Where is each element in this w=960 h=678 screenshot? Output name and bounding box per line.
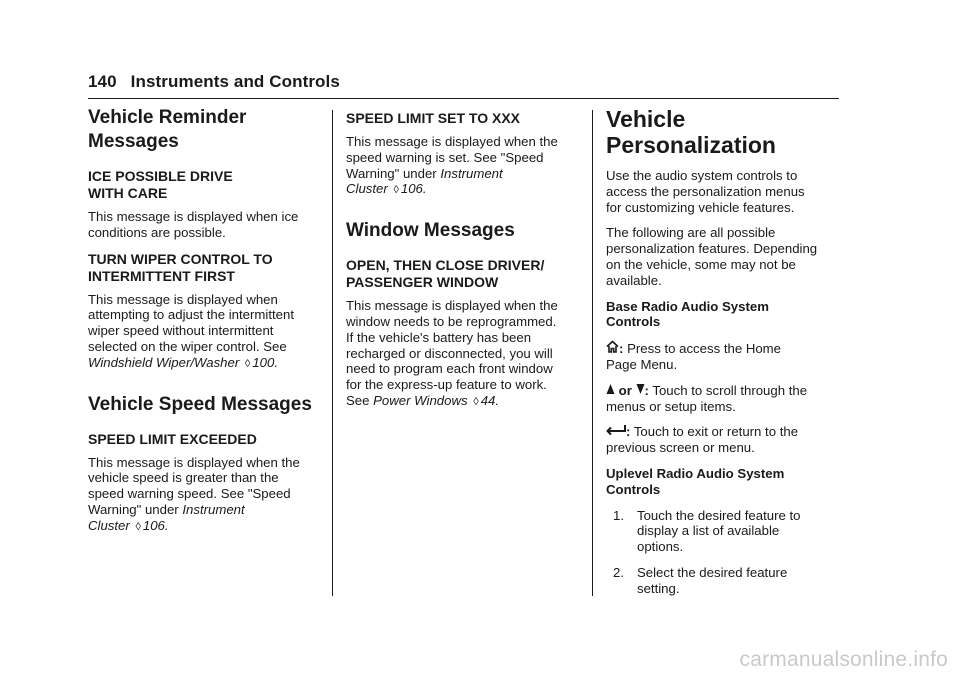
body-line: speed warning is set. See "Speed (346, 149, 544, 165)
heading-open-then-close (346, 257, 582, 291)
heading-line: Controls (606, 314, 661, 330)
watermark: carmanualsonline.info (739, 648, 948, 671)
heading-line: Vehicle (606, 106, 686, 132)
heading-line: WITH CARE (88, 185, 168, 201)
body-line: Warning" under (88, 501, 183, 517)
wiper-reference-link[interactable]: Windshield Wiper/Washer (88, 354, 240, 370)
power-windows-reference-link[interactable]: Power Windows (373, 392, 468, 408)
heading-line: TURN WIPER CONTROL TO (88, 250, 273, 267)
open-body: This message is displayed when the window needs to be reprogrammed. If the vehicle's battery has been recharged or disconnected, you will need to program each front window for the express-up feature to work. See Power Windows ◊ 44. (346, 298, 558, 408)
body-line: window needs to be reprogrammed. (346, 313, 557, 329)
heading-ice-possible (88, 168, 326, 202)
section-title: Instruments and Controls (130, 72, 340, 91)
body-line: access the personalization menus (606, 183, 805, 199)
body-line: Page Menu. (606, 356, 678, 372)
reference-arrow-icon: ◊ (473, 395, 479, 408)
body-line: personalization features. Depending (606, 241, 818, 257)
body-line: speed warning speed. See "Speed (88, 486, 291, 502)
intro-body (606, 168, 842, 215)
step-line: display a list of available (637, 523, 780, 539)
heading-line: INTERMITTENT FIRST (88, 267, 235, 284)
body-line: attempting to adjust the intermittent (88, 307, 294, 323)
or-text: or (618, 382, 632, 398)
colon: : (619, 341, 624, 357)
back-icon (606, 424, 626, 440)
exceeded-reference-link-2[interactable]: Cluster (88, 517, 130, 533)
steps-list (606, 508, 842, 597)
reference-arrow-icon: ◊ (135, 520, 141, 533)
step-number: 1. (613, 507, 624, 523)
body-line: recharged or disconnected, you will (346, 345, 553, 361)
list-item (606, 565, 842, 597)
body-line: See (346, 392, 374, 408)
heading-vehicle-reminder-messages (88, 106, 326, 154)
back-description (606, 424, 842, 456)
heading-line: Messages (88, 131, 179, 152)
heading-vehicle-personalization (606, 106, 842, 158)
heading-line: OPEN, THEN CLOSE DRIVER/ (346, 257, 545, 274)
exceeded-body: This message is displayed when the vehicle speed is greater than the speed warning speed. See "Speed Warning" under Instrument Cluster ◊ 106. (88, 454, 300, 533)
colon: : (644, 382, 649, 398)
column-3 (606, 106, 842, 597)
heading-window-messages: Window Messages (346, 220, 515, 242)
exceeded-reference-link-1[interactable]: Instrument (182, 501, 245, 517)
step-line: options. (637, 539, 684, 555)
body-line: Touch to exit or return to the (633, 424, 799, 440)
set-page-ref[interactable]: 106 (400, 181, 423, 197)
set-reference-link-1[interactable]: Instrument (440, 165, 503, 181)
body-line: selected on the wiper control. See (88, 338, 287, 354)
power-windows-page-ref[interactable]: 44 (480, 392, 496, 408)
body-line: on the vehicle, some may not be (606, 256, 796, 272)
wiper-page-ref[interactable]: 100 (252, 354, 275, 370)
step-line: setting. (637, 580, 680, 596)
step-number: 2. (613, 564, 624, 580)
step-line: Select the desired feature (637, 564, 788, 580)
home-icon (606, 340, 619, 357)
body-line: This message is displayed when (88, 291, 278, 307)
heading-line: Base Radio Audio System (606, 298, 769, 314)
column-1 (88, 106, 326, 536)
column-divider-1 (332, 110, 333, 596)
body-line: Use the audio system controls to (606, 168, 798, 183)
reference-arrow-icon: ◊ (393, 184, 399, 197)
body-line: conditions are possible. (88, 224, 226, 240)
page-number: 140 (88, 72, 117, 91)
heading-vehicle-speed-messages: Vehicle Speed Messages (88, 393, 312, 415)
following-body (606, 225, 842, 288)
heading-line: Uplevel Radio Audio System (606, 465, 785, 481)
ice-body (88, 209, 326, 241)
body-line: Warning" under (346, 165, 441, 181)
down-arrow-icon (636, 383, 645, 399)
page-header (88, 72, 340, 92)
body-line: If the vehicle's battery has been (346, 329, 532, 345)
home-description (606, 340, 842, 373)
body-line: Touch to scroll through the (652, 382, 808, 398)
body-line: Press to access the Home (627, 341, 781, 357)
heading-line: Controls (606, 481, 661, 497)
body-line: vehicle speed is greater than the (88, 470, 279, 486)
up-arrow-icon (606, 383, 615, 399)
reference-arrow-icon: ◊ (244, 357, 251, 370)
step-line: Touch the desired feature to (637, 507, 801, 523)
body-line: This message is displayed when ice (88, 209, 299, 224)
heading-line: PASSENGER WINDOW (346, 274, 499, 291)
body-line: This message is displayed when the (346, 134, 558, 149)
body-line: need to program each front window (346, 361, 553, 377)
heading-line: Personalization (606, 132, 776, 158)
body-line: previous screen or menu. (606, 440, 755, 456)
heading-speed-limit-exceeded: SPEED LIMIT EXCEEDED (88, 430, 257, 447)
column-2 (346, 106, 582, 411)
body-line: available. (606, 272, 662, 288)
header-rule (88, 98, 839, 99)
set-body: This message is displayed when the speed warning is set. See "Speed Warning" under Instrument Cluster ◊ 106. (346, 134, 558, 197)
colon: : (626, 424, 631, 440)
heading-line: ICE POSSIBLE DRIVE (88, 168, 233, 184)
body-line: This message is displayed when the (88, 454, 300, 470)
set-reference-link-2[interactable]: Cluster (346, 181, 388, 197)
uplevel-radio-heading (606, 466, 842, 498)
body-line: The following are all possible (606, 225, 776, 241)
heading-line: Vehicle Reminder (88, 107, 247, 128)
body-line: wiper speed without intermittent (88, 323, 274, 339)
column-divider-2 (592, 110, 593, 596)
heading-speed-limit-set: SPEED LIMIT SET TO XXX (346, 110, 520, 126)
exceeded-page-ref[interactable]: 106 (142, 517, 165, 533)
scroll-description (606, 383, 842, 415)
body-line: This message is displayed when the (346, 298, 558, 314)
body-line: for the express-up feature to work. (346, 377, 547, 393)
base-radio-heading (606, 299, 842, 331)
body-line: for customizing vehicle features. (606, 199, 795, 215)
heading-turn-wiper (88, 251, 326, 285)
wiper-body: This message is displayed when attempting to adjust the intermittent wiper speed without intermittent selected on the wiper control. See Windshield Wiper/Washer ◊ 100. (88, 291, 294, 370)
list-item (606, 508, 842, 555)
body-line: menus or setup items. (606, 398, 736, 414)
